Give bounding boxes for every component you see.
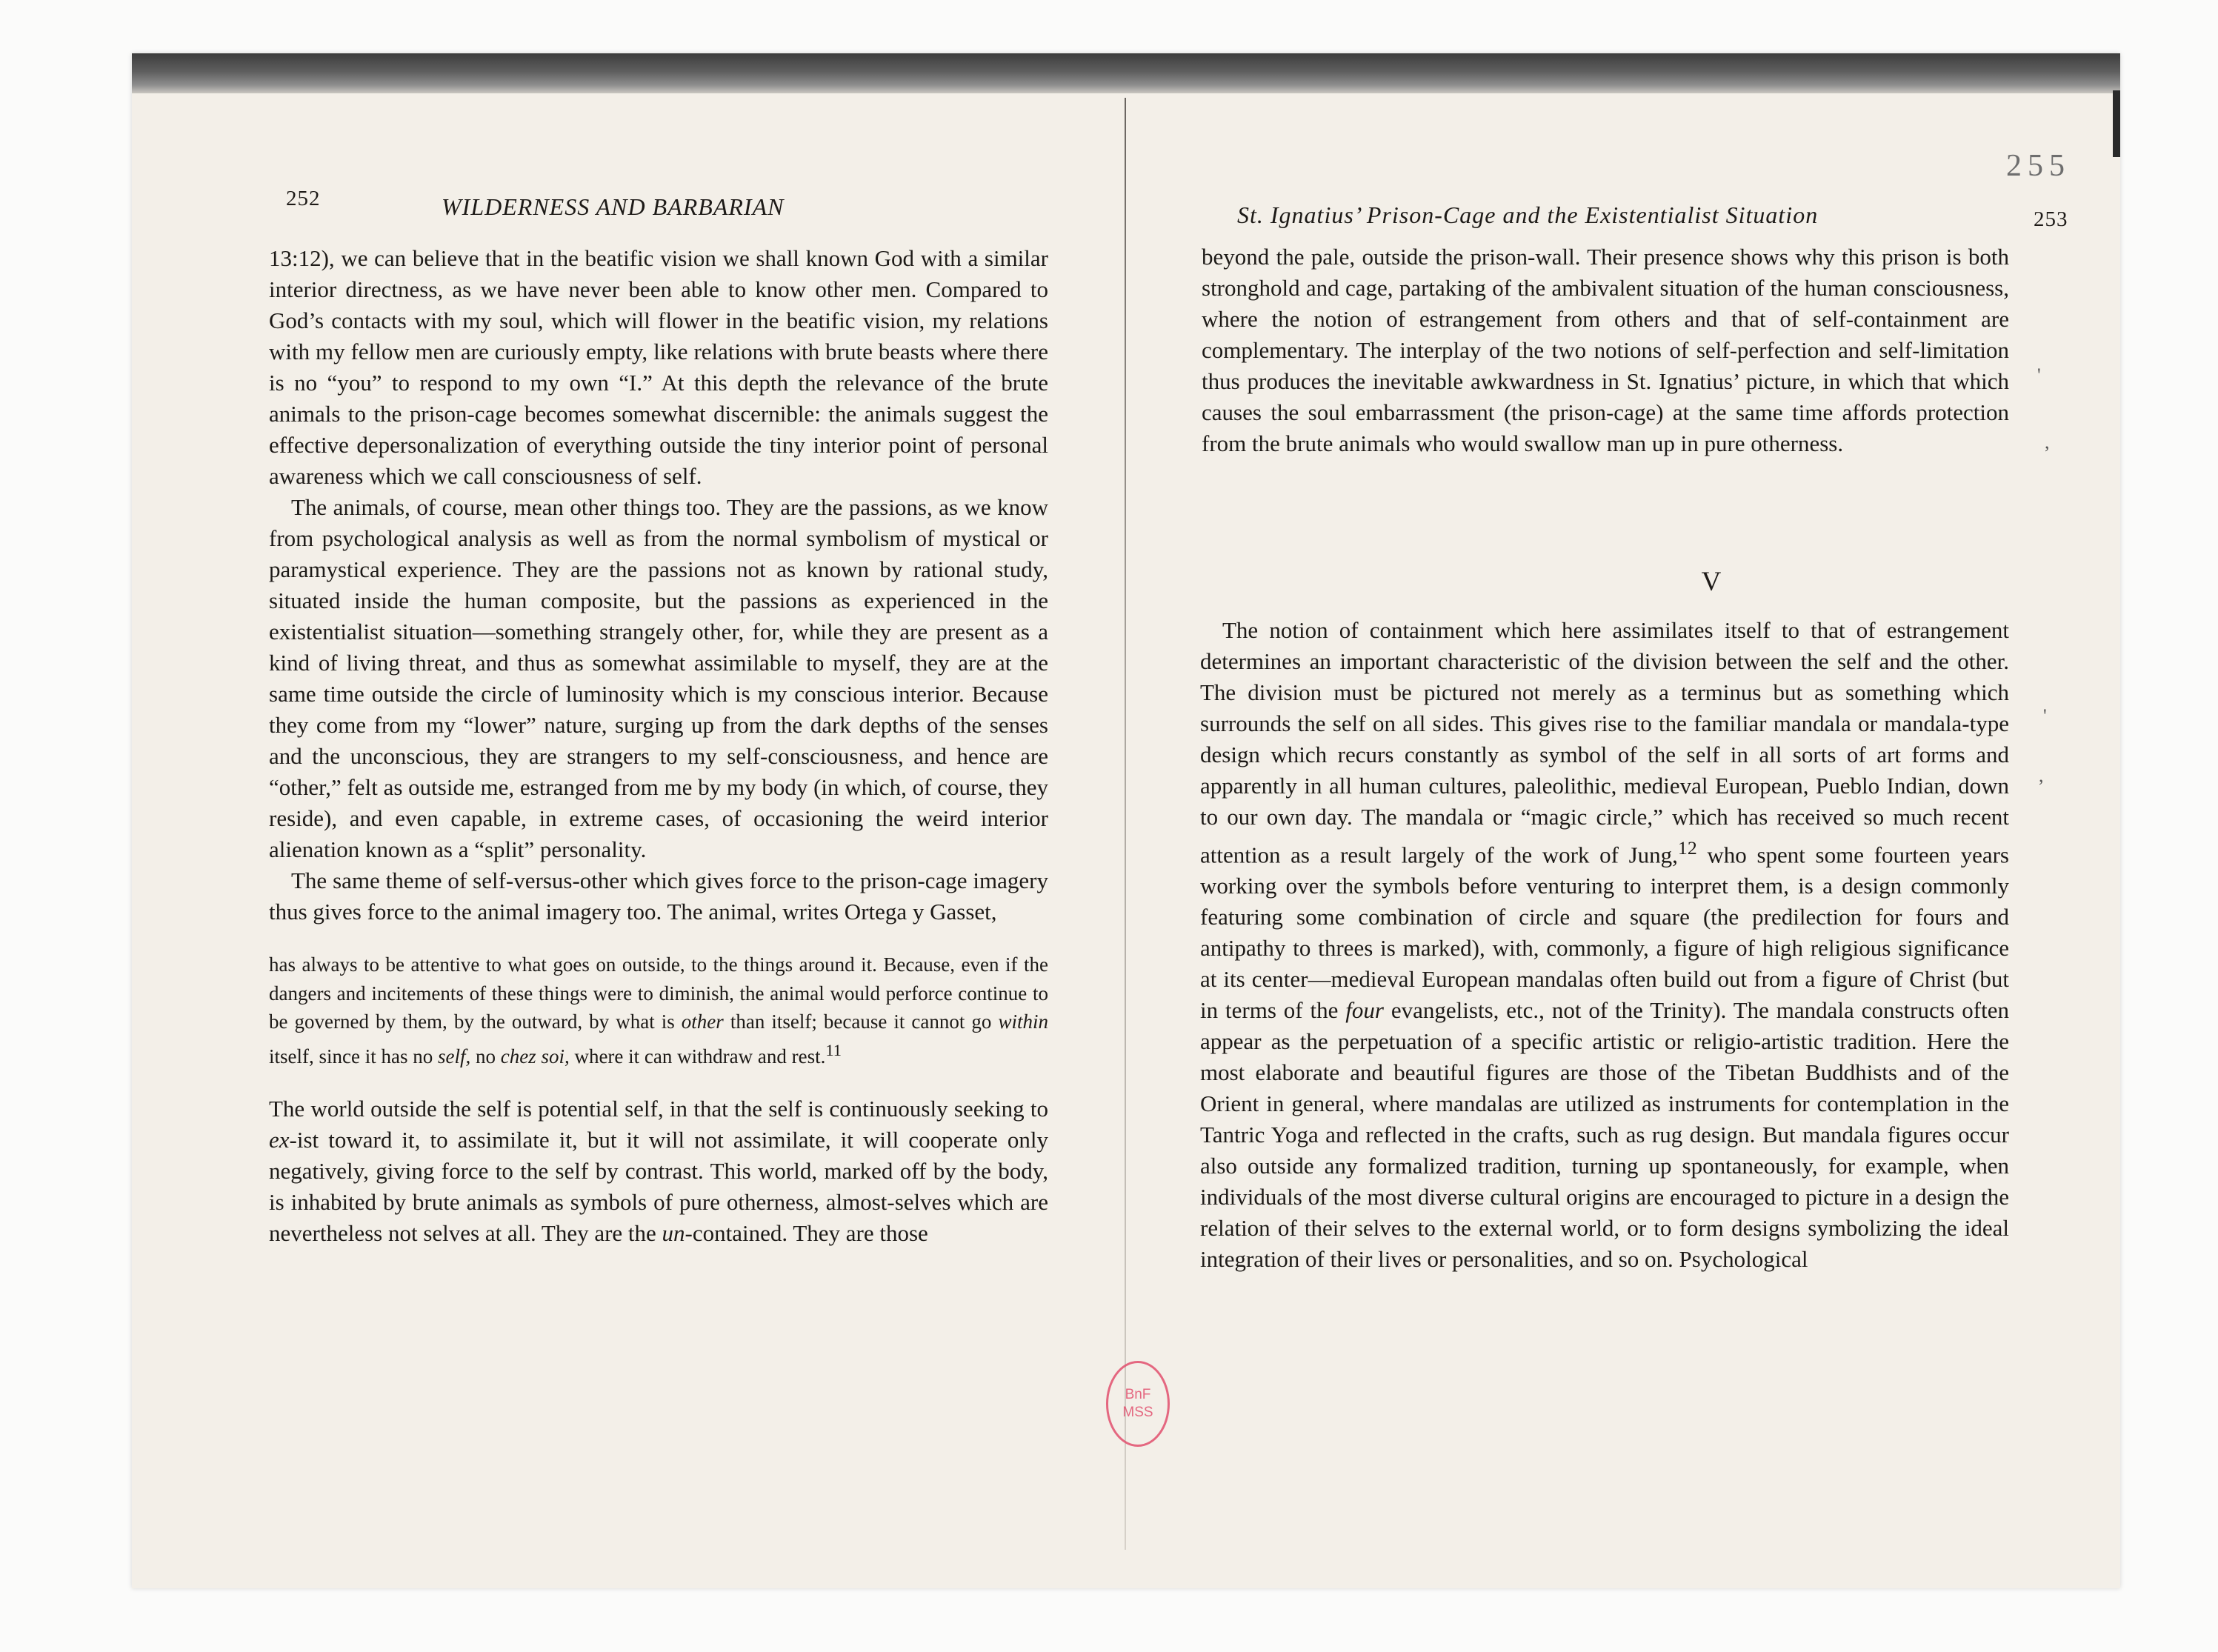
section-heading: V bbox=[1701, 567, 1722, 597]
right-folio: 253 bbox=[2034, 207, 2068, 231]
paragraph: The notion of containment which here assimilates itself to that of estrangement determines an important characteristic of the division between the self and the other. The division must be pictured not merely as a terminus but as something which surrounds the self on all sides. This gives rise to the familiar mandala or mandala-type design which recurs constantly as symbol of the self in all sorts of art forms and apparently in all human cultures, paleolithic, medieval European, Pueblo Indian, down to our own day. The mandala or “magic circle,” which has received so much recent attention as a result largely of the work of Jung,$^{12}$ who spent some fourteen years working over the symbols before venturing to interpret them, is a design commonly featuring some combination of circle and square (the predilection for fours and antipathy to threes is marked), with, commonly, a figure of high religious significance at its center—medieval European mandalas often build out from a figure of Christ (but in terms of the four evangelists, etc., not of the Trinity). The mandala constructs often appear as the perpetuation of a specific artistic or religio-artistic tradition. Here the most elaborate and beautiful figures are those of the Tibetan Buddhists and of the Orient in general, where mandalas are utilized as instruments for contemplation in the Tantric Yoga and reflected in the crafts, such as rug design. But mandala figures occur also outside any formalized tradition, turning up spontaneously, for example, when individuals of the most diverse cultural origins are encouraged to picture in a design the relation of their selves to the external world, or to form designs symbolizing the ideal integration of their lives or personalities, and so on. Psychological bbox=[1200, 617, 2009, 1273]
paragraph: The world outside the self is potential self, in that the self is continuously seeking to ex-ist toward it, to assimilate it, but it will not assimilate, it will cooperate only negatively, giving force to the self by contrast. This world, marked off by the body, is inhabited by brute animals as symbols of pure otherness, almost-selves which are nevertheless not selves at all. They are the un-contained. They are those bbox=[269, 1096, 1048, 1246]
margin-tick: , bbox=[2039, 765, 2044, 786]
archive-page-number: 255 bbox=[2006, 149, 2071, 183]
footnote-marker: 11 bbox=[825, 1040, 842, 1059]
left-page bbox=[132, 53, 1125, 1588]
paragraph: The animals, of course, mean other things too. They are the passions, as we know from psychological analysis as well as from the normal symbolism of mystical or paramystical experience. They are the passions not as known by rational study, situated inside the human composite, but the passions as experienced in the existentialist situation—something strangely other, for, while they are present as a kind of living threat, and thus as somewhat assimilable to myself, they are at the same time outside the circle of luminosity which is my conscious interior. Because they come from my “lower” nature, surging up from the dark depths of the senses and the unconscious, they are strangers to my self-consciousness, and hence are “other,” felt as outside me, estranged from me by my body (in which, of course, they reside), and even capable, in extreme cases, of occasioning the weird interior alienation known as a “split” personality. bbox=[269, 494, 1048, 862]
left-folio: 252 bbox=[286, 187, 321, 210]
right-page-section-text bbox=[1200, 615, 2009, 1275]
right-page bbox=[1126, 53, 2120, 1588]
block-quote: has always to be attentive to what goes on outside, to the things around it. Because, even if the dangers and incitements of these things were to diminish, the animal would perforce continue to be governed by them, by the outward, by what is other than itself; because it cannot go within itself, since it has no self, no chez soi, where it can withdraw and rest.$^{11}$ bbox=[269, 953, 1048, 1068]
margin-tick: ' bbox=[2037, 364, 2041, 386]
paragraph: 13:12), we can believe that in the beatific vision we shall known God with a similar interior directness, as we have never been able to know other men. Compared to God’s contacts with my soul, which will flower in the beatific vision, my relations with my fellow men are curiously empty, like relations with brute beasts where there is no “you” to respond to my own “I.” At this depth the relevance of the brute animals to the prison-cage becomes somewhat discernible: the animals suggest the effective depersonalization of everything outside the tiny interior point of personal awareness which we call consciousness of self. bbox=[269, 245, 1048, 489]
left-running-head: WILDERNESS AND BARBARIAN bbox=[442, 193, 785, 220]
library-stamp bbox=[1106, 1361, 1170, 1447]
footnote-marker: 12 bbox=[1677, 837, 1697, 859]
right-page-opening-text bbox=[1202, 242, 2009, 459]
paragraph: beyond the pale, outside the prison-wall. Their presence shows why this prison is both stronghold and cage, partaking of the ambivalent situation of the human consciousness, where the notion of estrangement from others and that of self-containment are complementary. The interplay of the two notions of self-perfection and self-limitation thus produces the inevitable awkwardness in St. Ignatius’ picture, in which that which causes the soul embarrassment (the prison-cage) at the same time affords protection from the brute animals who would swallow man up in pure otherness. bbox=[1202, 244, 2009, 456]
stamp-line: MSS bbox=[1122, 1405, 1153, 1420]
left-page-text bbox=[269, 243, 1048, 1249]
stamp-line: BnF bbox=[1125, 1387, 1151, 1402]
right-running-head: St. Ignatius’ Prison-Cage and the Existentialist Situation bbox=[1237, 201, 1819, 228]
paragraph: The same theme of self-versus-other which gives force to the prison-cage imagery thus gives force to the animal imagery too. The animal, writes Ortega y Gasset, bbox=[269, 867, 1048, 925]
margin-tick: , bbox=[2045, 431, 2050, 453]
scanned-book-spread bbox=[132, 53, 2120, 1588]
margin-tick: ' bbox=[2043, 705, 2047, 727]
